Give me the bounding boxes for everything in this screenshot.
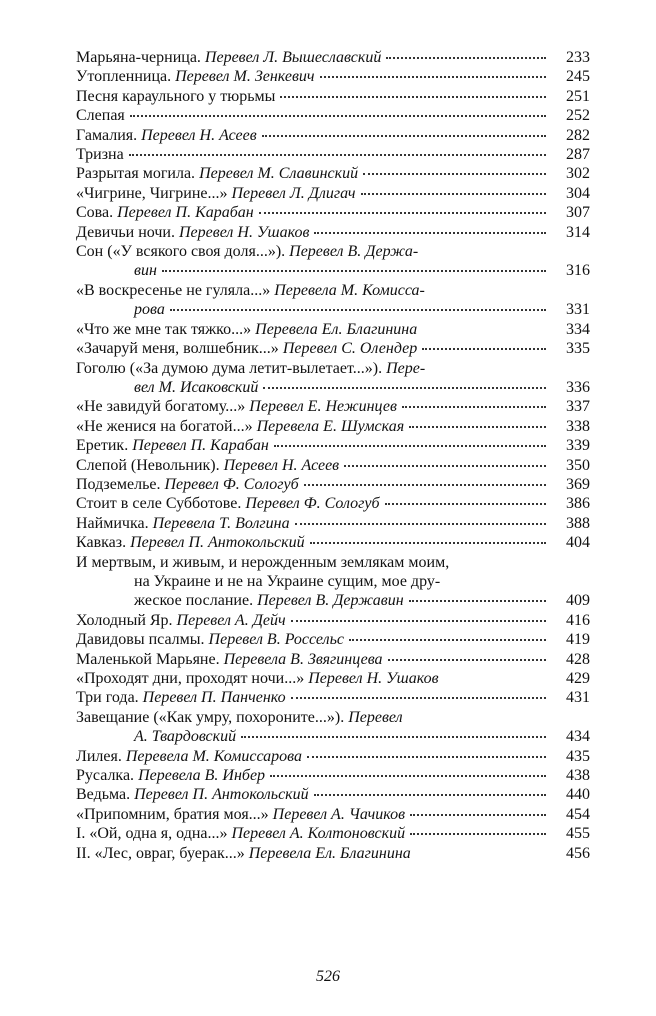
entry-translator: Перевел П. Антокольский xyxy=(130,534,305,552)
entry-text xyxy=(76,145,124,164)
toc-entry-line xyxy=(76,630,590,649)
toc-entry-line xyxy=(76,378,590,397)
toc-entry-line xyxy=(76,650,590,669)
entry-page-number: 304 xyxy=(566,184,590,202)
entry-translator: Перевел Ф. Сологуб xyxy=(245,495,380,513)
entry-text xyxy=(76,494,380,513)
entry-title: Девичьи ночи. xyxy=(76,223,175,241)
entry-page-number: 287 xyxy=(566,146,590,164)
entry-text xyxy=(76,844,411,863)
toc-entry-line xyxy=(76,339,590,358)
entry-page-number: 454 xyxy=(566,805,590,823)
entry-text xyxy=(76,669,439,688)
toc-entry xyxy=(76,824,590,843)
entry-page-number: 336 xyxy=(566,378,590,396)
dot-leader xyxy=(409,600,546,602)
entry-page-number: 428 xyxy=(566,650,590,668)
entry-translator: Перевел А. Дейч xyxy=(176,611,286,629)
entry-title: II. «Лес, овраг, буерак...» xyxy=(76,844,245,862)
toc-entry xyxy=(76,339,590,358)
entry-title: Марьяна-черница. xyxy=(76,49,201,66)
toc-entry xyxy=(76,126,590,145)
toc-entry xyxy=(76,145,590,164)
entry-title: Сова. xyxy=(76,204,114,222)
toc-entry xyxy=(76,708,590,747)
toc-entry-line xyxy=(76,320,590,339)
entry-translator: Перевел А. Колтоновский xyxy=(231,825,406,843)
toc-entry-line xyxy=(76,48,590,67)
toc-entry xyxy=(76,669,590,688)
toc-entry xyxy=(76,785,590,804)
entry-page-number: 251 xyxy=(566,87,590,105)
entry-title: Песня караульного у тюрьмы xyxy=(76,87,276,105)
toc-entry-line xyxy=(76,708,590,727)
entry-page-number: 245 xyxy=(566,68,590,86)
toc-entry xyxy=(76,87,590,106)
entry-translator: Перевел В. Россельс xyxy=(208,631,344,649)
dot-leader xyxy=(385,503,546,505)
toc-entry xyxy=(76,747,590,766)
entry-text xyxy=(76,456,339,475)
entry-page-number: 431 xyxy=(566,689,590,707)
entry-page-number: 316 xyxy=(566,262,590,280)
entry-title: Маленькой Марьяне. xyxy=(76,650,220,668)
entry-page-number: 334 xyxy=(566,320,590,338)
entry-page-number: 252 xyxy=(566,107,590,125)
toc-entry xyxy=(76,456,590,475)
toc-entry-line xyxy=(76,824,590,843)
toc-entry-line xyxy=(76,223,590,242)
dot-leader xyxy=(262,135,546,137)
page-number: 526 xyxy=(316,968,340,985)
toc-entry-line xyxy=(76,747,590,766)
entry-text xyxy=(76,417,404,436)
entry-page-number: 233 xyxy=(566,49,590,66)
toc-entry-line xyxy=(76,164,590,183)
entry-text xyxy=(76,67,315,86)
entry-translator: Перевела Ел. Благинина xyxy=(248,844,411,862)
toc-entry xyxy=(76,630,590,649)
toc-entry-line xyxy=(76,669,590,688)
entry-text xyxy=(76,766,265,785)
entry-title: Утопленница. xyxy=(76,68,172,86)
toc-entry xyxy=(76,281,590,320)
toc-entry-line xyxy=(76,844,590,863)
entry-text xyxy=(134,300,165,319)
dot-leader xyxy=(295,523,546,525)
entry-translator: Перевел В. Держа- xyxy=(289,243,419,261)
toc-entry-line xyxy=(76,67,590,86)
toc-entry-line xyxy=(76,359,590,378)
entry-text xyxy=(76,164,358,183)
toc-entry xyxy=(76,688,590,707)
entry-page-number: 416 xyxy=(566,611,590,629)
entry-page-number: 429 xyxy=(566,670,590,687)
dot-leader xyxy=(162,270,546,272)
entry-page-number: 434 xyxy=(566,728,590,746)
entry-text xyxy=(76,747,302,766)
toc-entry xyxy=(76,184,590,203)
entry-title: Разрытая могила. xyxy=(76,165,196,183)
toc-entry-line xyxy=(76,281,590,300)
dot-leader xyxy=(314,794,546,796)
toc-entry xyxy=(76,766,590,785)
entry-continuation: на Украине и не на Украине сущим, мое дру- xyxy=(134,572,441,590)
entry-translator: Перевел Л. Длигач xyxy=(231,184,356,202)
entry-translator: Перевел Н. Ушаков xyxy=(308,670,439,687)
entry-title: Слепая xyxy=(76,107,125,125)
entry-page-number: 331 xyxy=(566,301,590,319)
dot-leader xyxy=(320,76,546,78)
entry-page-number: 339 xyxy=(566,437,590,455)
entry-page-number: 438 xyxy=(566,767,590,785)
entry-translator: Перевел М. Зенкевич xyxy=(175,68,315,86)
entry-text xyxy=(76,708,403,727)
toc-entry xyxy=(76,611,590,630)
entry-page-number: 409 xyxy=(566,592,590,610)
toc-entry-line xyxy=(76,533,590,552)
entry-translator: Перевел П. Карабан xyxy=(117,204,254,222)
dot-leader xyxy=(402,406,546,408)
entry-text xyxy=(76,688,286,707)
toc-entry-line xyxy=(76,417,590,436)
entry-page-number: 419 xyxy=(566,631,590,649)
entry-translator: Перевела М. Комисса- xyxy=(274,281,425,299)
dot-leader xyxy=(241,736,546,738)
toc-entry xyxy=(76,805,590,824)
entry-title: «Не завидуй богатому...» xyxy=(76,398,246,416)
entry-text xyxy=(76,359,425,378)
entry-translator: Перевела М. Комиссарова xyxy=(125,747,303,765)
entry-text xyxy=(76,48,381,67)
entry-text xyxy=(76,397,397,416)
dot-leader xyxy=(291,697,546,699)
entry-translator: Перевел Н. Асеев xyxy=(141,126,257,144)
entry-page-number: 440 xyxy=(566,786,590,804)
dot-leader xyxy=(363,173,546,175)
dot-leader xyxy=(259,212,546,214)
entry-text xyxy=(76,106,125,125)
dot-leader xyxy=(263,387,546,389)
toc-entry-line xyxy=(76,591,590,610)
toc-entry xyxy=(76,844,590,863)
entry-title: Лилея. xyxy=(76,747,122,765)
toc-entry xyxy=(76,553,590,611)
entry-translator: Перевела Ел. Благинина xyxy=(255,320,418,338)
entry-text xyxy=(76,824,405,843)
entry-text xyxy=(134,591,404,610)
toc-entry-line xyxy=(76,553,590,572)
entry-page-number: 388 xyxy=(566,514,590,532)
entry-title: Еретик. xyxy=(76,437,129,455)
entry-text xyxy=(76,805,405,824)
entry-text xyxy=(76,553,449,572)
dot-leader xyxy=(410,814,546,816)
entry-translator: Пере- xyxy=(386,359,426,377)
entry-translator-continued: А. Твардовский xyxy=(134,728,237,746)
toc-entry-line xyxy=(76,126,590,145)
entry-title: «Припомним, братия моя...» xyxy=(76,805,269,823)
entry-text xyxy=(76,785,309,804)
entry-translator-continued: вин xyxy=(134,262,157,280)
entry-title: «Не женися на богатой...» xyxy=(76,417,253,435)
dot-leader xyxy=(388,659,546,661)
entry-page-number: 282 xyxy=(566,126,590,144)
toc-entry-line xyxy=(76,456,590,475)
toc-entry-line xyxy=(76,785,590,804)
entry-text xyxy=(76,533,305,552)
entry-page-number: 435 xyxy=(566,747,590,765)
entry-translator-continued: рова xyxy=(134,301,165,319)
entry-text xyxy=(134,261,157,280)
toc-entry-line xyxy=(76,184,590,203)
entry-page-number: 337 xyxy=(566,398,590,416)
entry-translator: Перевела В. Инбер xyxy=(138,767,266,785)
entry-text xyxy=(76,650,383,669)
entry-translator: Перевел С. Олендер xyxy=(282,340,418,358)
entry-translator: Перевел А. Чачиков xyxy=(272,805,406,823)
entry-text xyxy=(76,126,257,145)
dot-leader xyxy=(280,96,546,98)
entry-page-number: 369 xyxy=(566,475,590,493)
entry-translator: Перевел Л. Вышеславский xyxy=(204,49,382,66)
toc-entry-line xyxy=(76,106,590,125)
entry-title: «Что же мне так тяжко...» xyxy=(76,320,252,338)
toc-entry-line xyxy=(76,475,590,494)
dot-leader xyxy=(422,348,546,350)
entry-page-number: 386 xyxy=(566,495,590,513)
toc-entry-line xyxy=(76,727,590,746)
entry-title: Холодный Яр. xyxy=(76,611,173,629)
entry-text xyxy=(76,611,286,630)
entry-page-number: 314 xyxy=(566,223,590,241)
entry-title: «Зачаруй меня, волшебник...» xyxy=(76,340,279,358)
dot-leader xyxy=(310,542,546,544)
entry-page-number: 404 xyxy=(566,534,590,552)
toc-entry-line xyxy=(76,514,590,533)
entry-text xyxy=(76,242,418,261)
entry-text xyxy=(76,514,290,533)
toc-entry xyxy=(76,359,590,398)
toc-entry xyxy=(76,106,590,125)
entry-title: Гоголю («За думою дума летит-вылетает...»). xyxy=(76,359,383,377)
toc-entry-line xyxy=(76,145,590,164)
toc-entry xyxy=(76,203,590,222)
entry-title: Ведьма. xyxy=(76,786,131,804)
entry-translator: Перевел П. Панченко xyxy=(142,689,286,707)
toc-entry-line xyxy=(76,766,590,785)
entry-text xyxy=(76,339,417,358)
entry-translator: Перевела Т. Волгина xyxy=(152,514,290,532)
entry-title: Три года. xyxy=(76,689,139,707)
dot-leader xyxy=(314,232,546,234)
entry-title: I. «Ой, одна я, одна...» xyxy=(76,825,228,843)
toc-entry xyxy=(76,436,590,455)
toc-entry xyxy=(76,475,590,494)
entry-page-number: 350 xyxy=(566,456,590,474)
dot-leader xyxy=(344,465,546,467)
entry-title: Стоит в селе Субботове. xyxy=(76,495,242,513)
entry-title: Кавказ. xyxy=(76,534,127,552)
entry-page-number: 307 xyxy=(566,204,590,222)
entry-text xyxy=(76,87,275,106)
toc-entry xyxy=(76,494,590,513)
entry-title: Давидовы псалмы. xyxy=(76,631,205,649)
entry-translator: Перевел П. Антокольский xyxy=(134,786,309,804)
toc-entry-line xyxy=(76,87,590,106)
dot-leader xyxy=(409,426,546,428)
table-of-contents xyxy=(76,48,590,863)
entry-translator: Перевел П. Карабан xyxy=(132,437,269,455)
entry-text xyxy=(76,630,344,649)
entry-title-end: жеское послание. xyxy=(134,592,254,610)
entry-translator: Перевел Ф. Сологуб xyxy=(164,475,299,493)
toc-entry-line xyxy=(76,611,590,630)
entry-title: Сон («У всякого своя доля...»). xyxy=(76,243,286,261)
dot-leader xyxy=(170,309,546,311)
dot-leader xyxy=(304,484,546,486)
entry-text xyxy=(76,436,269,455)
entry-text xyxy=(76,320,417,339)
entry-page-number: 455 xyxy=(566,825,590,843)
entry-translator: Перевел Н. Асеев xyxy=(223,456,340,474)
toc-entry-line xyxy=(76,203,590,222)
entry-text xyxy=(134,378,258,397)
entry-translator: Перевел В. Державин xyxy=(257,592,404,610)
entry-text xyxy=(76,475,299,494)
toc-entry-line xyxy=(76,805,590,824)
toc-entry xyxy=(76,48,590,67)
entry-translator: Перевел М. Славинский xyxy=(199,165,359,183)
entry-translator: Перевел Н. Ушаков xyxy=(179,223,310,241)
toc-entry xyxy=(76,67,590,86)
entry-title: И мертвым, и живым, и нерожденным землякам моим, xyxy=(76,553,450,571)
toc-entry xyxy=(76,514,590,533)
entry-translator: Перевела Е. Шумская xyxy=(256,417,405,435)
entry-page-number: 456 xyxy=(566,844,590,862)
entry-text xyxy=(76,184,356,203)
entry-title: Гамалия. xyxy=(76,126,138,144)
toc-entry xyxy=(76,650,590,669)
dot-leader xyxy=(361,193,546,195)
toc-entry xyxy=(76,417,590,436)
toc-entry-line xyxy=(76,436,590,455)
toc-entry-line xyxy=(76,261,590,280)
toc-entry-line xyxy=(76,397,590,416)
dot-leader xyxy=(291,620,546,622)
toc-entry xyxy=(76,164,590,183)
dot-leader xyxy=(129,154,546,156)
entry-title: «Проходят дни, проходят ночи...» xyxy=(76,670,305,687)
entry-title: «Чигрине, Чигрине...» xyxy=(76,184,228,202)
entry-page-number: 302 xyxy=(566,165,590,183)
dot-leader xyxy=(349,639,546,641)
toc-entry-line xyxy=(76,242,590,261)
dot-leader xyxy=(307,756,546,758)
toc-entry-line xyxy=(76,300,590,319)
entry-title: Подземелье. xyxy=(76,475,161,493)
entry-title: Тризна xyxy=(76,146,124,164)
toc-entry-line xyxy=(76,494,590,513)
dot-leader xyxy=(130,115,546,117)
entry-page-number: 335 xyxy=(566,340,590,358)
entry-page-number: 338 xyxy=(566,417,590,435)
dot-leader xyxy=(270,775,546,777)
dot-leader xyxy=(410,833,546,835)
toc-entry xyxy=(76,223,590,242)
toc-entry xyxy=(76,320,590,339)
entry-text xyxy=(76,223,309,242)
entry-title: Русалка. xyxy=(76,767,135,785)
dot-leader xyxy=(274,445,546,447)
toc-entry xyxy=(76,397,590,416)
entry-translator: Перевел xyxy=(348,708,403,726)
toc-entry xyxy=(76,533,590,552)
dot-leader xyxy=(386,57,546,59)
entry-title: «В воскресенье не гуляла...» xyxy=(76,281,271,299)
toc-entry xyxy=(76,242,590,281)
entry-translator: Перевел Е. Нежинцев xyxy=(249,398,397,416)
entry-text xyxy=(76,281,425,300)
entry-title: Завещание («Как умру, похороните...»). xyxy=(76,708,345,726)
entry-translator-continued: вел М. Исаковский xyxy=(134,378,259,396)
entry-title: Наймичка. xyxy=(76,514,149,532)
toc-entry-line xyxy=(76,688,590,707)
entry-text xyxy=(134,727,236,746)
entry-title: Слепой (Невольник). xyxy=(76,456,220,474)
entry-text xyxy=(76,203,254,222)
entry-translator: Перевела В. Звягинцева xyxy=(223,650,383,668)
